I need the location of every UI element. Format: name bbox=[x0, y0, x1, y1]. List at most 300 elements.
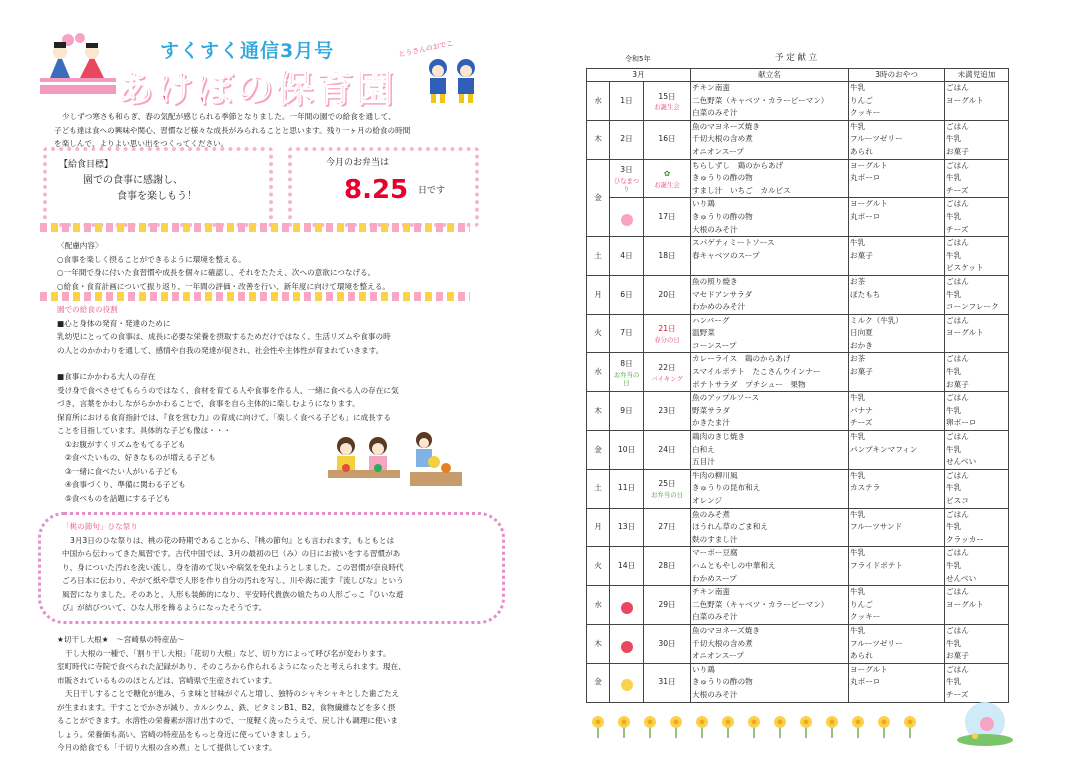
extra-item: ごはん bbox=[946, 83, 969, 92]
snack-cell bbox=[849, 353, 945, 392]
date-number: 22日 bbox=[658, 363, 676, 373]
date-cell bbox=[644, 314, 691, 353]
hina-paragraph: 風習になりました。そのあと、人形も装飾的になり、平安時代貴族の娘たちの人形ごっこ『ひいな遊 bbox=[62, 589, 404, 599]
dish-name: わかめスープ bbox=[692, 573, 737, 583]
kiriboshi-section bbox=[57, 633, 406, 755]
snack-item: りんご bbox=[850, 599, 873, 609]
snack-cell bbox=[849, 469, 945, 508]
dish-cell bbox=[691, 508, 849, 547]
dish-name: 大根のみそ汁 bbox=[692, 224, 738, 234]
day-note: お弁当の日 bbox=[613, 370, 640, 387]
dandelion-icon bbox=[800, 716, 812, 738]
dish-name: 五目汁 bbox=[692, 457, 715, 467]
dandelion-icon bbox=[644, 716, 656, 738]
role-paragraph: づき、言葉をかわしながらかかわることで、食事を自ら主体的に楽しむようになります。 bbox=[57, 399, 360, 408]
date-number: 20日 bbox=[658, 289, 676, 299]
dish-name: オニオンスープ bbox=[692, 146, 744, 156]
menu-row bbox=[587, 159, 1009, 198]
extra-item: お菓子 bbox=[946, 379, 969, 389]
kiriboshi-paragraph: 今月の給食でも「千切り大根の含め煮」として提供しています。 bbox=[57, 743, 277, 752]
era-label: 令和5年 bbox=[625, 55, 651, 63]
menu-row bbox=[587, 469, 1009, 508]
role-heading: 園での給食の役割 bbox=[57, 305, 118, 314]
hina-paragraph: 3月3日のひな祭りは、桃の花の時期であることから、『桃の節句』とも言われます。もともとは bbox=[70, 535, 395, 545]
hina-paragraph: ごろ日本に伝わり、やがて紙や草で人形を作り自分の汚れを写し、川や海に流す『流しびな』という bbox=[62, 576, 404, 585]
role-paragraph: の人とのかかわりを通して、感情や自我の発達が促され、社会性や主体性が育まれていきます。 bbox=[57, 345, 384, 355]
extra-item: 牛乳 bbox=[946, 173, 962, 183]
date-cell bbox=[644, 586, 691, 625]
dish-cell bbox=[691, 275, 849, 314]
weekday-cell: 水 bbox=[587, 82, 610, 121]
extra-item: ビスコ bbox=[946, 496, 969, 505]
dandelion-icon bbox=[748, 716, 760, 738]
role-subheading: ■食事にかかわる大人の存在 bbox=[57, 372, 156, 381]
dish-name: いり鶏 bbox=[692, 664, 715, 674]
snack-cell bbox=[849, 314, 945, 353]
decorative-divider bbox=[40, 223, 470, 232]
dish-cell bbox=[691, 237, 849, 276]
extra-cell bbox=[945, 237, 1009, 276]
dandelion-icon bbox=[852, 716, 864, 738]
children-eating-illustration bbox=[326, 428, 466, 500]
snack-item: ヨーグルト bbox=[850, 160, 888, 170]
menu-table bbox=[586, 68, 1009, 703]
date-cell bbox=[644, 82, 691, 121]
extra-item: ヨーグルト bbox=[946, 599, 984, 609]
extra-cell bbox=[945, 159, 1009, 198]
school-name: あけぼの保育園 bbox=[116, 67, 396, 110]
weekday-cell: 土 bbox=[587, 469, 610, 508]
extra-item: 牛乳 bbox=[946, 444, 962, 454]
extra-item: チーズ bbox=[946, 224, 969, 234]
date-cell: ✿ お誕生会 bbox=[644, 159, 691, 198]
extra-item: 牛乳 bbox=[946, 289, 962, 299]
dish-cell bbox=[691, 547, 849, 586]
kiriboshi-paragraph: 干し大根の一種で、「割り干し大根」「花切り大根」など、切り方によって呼び名が変わります。 bbox=[65, 648, 391, 658]
snack-item: チーズ bbox=[850, 418, 873, 428]
dish-cell bbox=[691, 624, 849, 663]
snack-cell bbox=[849, 275, 945, 314]
extra-item: 牛乳 bbox=[946, 638, 962, 648]
menu-row bbox=[587, 314, 1009, 353]
extra-item: ごはん bbox=[946, 315, 969, 325]
flower-icon bbox=[621, 641, 633, 653]
snack-item: 牛乳 bbox=[850, 393, 866, 403]
consideration-heading: 〈配慮内容〉 bbox=[57, 241, 103, 250]
intro-line: 子ども達は食への興味や関心、習慣など様々な成長がみられることと思います。残り一ヶ月の給食の時間 bbox=[54, 125, 411, 135]
dish-name: 鶏肉のきじ焼き bbox=[692, 432, 746, 442]
weekday-cell: 月 bbox=[587, 275, 610, 314]
snack-item: 日向夏 bbox=[850, 328, 873, 338]
snack-item: 牛乳 bbox=[850, 587, 866, 597]
dish-name: チキン南蛮 bbox=[692, 587, 730, 597]
hina-paragraph: び』が結びついて、ひな人形を飾るようになったそうです。 bbox=[62, 603, 267, 612]
extra-item: チーズ bbox=[946, 185, 969, 195]
snack-item: ミルク（牛乳） bbox=[850, 315, 904, 325]
extra-cell bbox=[945, 431, 1009, 470]
snack-cell bbox=[849, 663, 945, 702]
menu-row bbox=[587, 198, 1009, 237]
snack-item: りんご bbox=[850, 95, 873, 105]
dish-name: 温野菜 bbox=[692, 328, 715, 338]
kiriboshi-paragraph: が生まれます。干すことでかさが減り、カルシウム、鉄、ビタミンB1、B2、食物繊維などを多く摂 bbox=[57, 702, 396, 712]
snack-item: おかき bbox=[850, 340, 873, 350]
day-cell bbox=[610, 353, 644, 392]
dish-cell bbox=[691, 314, 849, 353]
hina-matsuri-section bbox=[62, 520, 404, 615]
role-paragraph: ことを目指しています。具体的な子ども像は・・・ bbox=[57, 426, 232, 435]
arch-caption: とうさんのおでこ bbox=[397, 39, 455, 59]
date-note: バイキング bbox=[651, 374, 683, 383]
hina-paragraph: 中国から伝わってきた風習です。古代中国では、3月の最初の巳（み）の日にお祓いをする習慣があ bbox=[62, 549, 401, 558]
extra-item: 牛乳 bbox=[946, 677, 962, 687]
bento-label: 今月のお弁当は bbox=[326, 158, 390, 168]
snack-item: 牛乳 bbox=[850, 432, 866, 442]
child-image-item: ②食べたいもの、好きなものが増える子ども bbox=[65, 453, 216, 462]
dish-name: きゅうりの酢の物 bbox=[692, 211, 753, 221]
date-note: 春分の日 bbox=[654, 335, 680, 344]
extra-item: 牛乳 bbox=[946, 250, 962, 260]
extra-item: コーンフレーク bbox=[946, 302, 999, 312]
menu-row bbox=[587, 82, 1009, 121]
dish-name: スマイルポテト たこさんウインナー bbox=[692, 367, 821, 377]
dish-name: 二色野菜（キャベツ・カラーピーマン） bbox=[692, 95, 829, 105]
dish-name: 魚のアップルソース bbox=[692, 393, 760, 403]
bento-suffix: 日です bbox=[418, 186, 446, 196]
dish-cell bbox=[691, 431, 849, 470]
day-cell: 4日 bbox=[610, 237, 644, 276]
extra-item: ごはん bbox=[946, 548, 969, 558]
intro-line: を楽しんで、よりよい思い出をつくってください。 bbox=[54, 139, 229, 148]
day-note: ひなまつり bbox=[613, 176, 640, 193]
extra-header: 未満児追加 bbox=[945, 69, 1009, 82]
extra-cell bbox=[945, 508, 1009, 547]
date-cell bbox=[644, 198, 691, 237]
extra-cell bbox=[945, 624, 1009, 663]
date-number: 30日 bbox=[658, 638, 676, 648]
dish-name: オニオンスープ bbox=[692, 651, 744, 661]
child-image-item: ③一緒に食べたい人がいる子ども bbox=[65, 466, 179, 476]
dandelion-icon bbox=[826, 716, 838, 738]
dish-name: 二色野菜（キャベツ・カラーピーマン） bbox=[692, 599, 829, 609]
extra-item: ごはん bbox=[946, 432, 969, 442]
intro-line: 少しずつ寒さも和らぎ、春の気配が感じられる季節となりました。一年間の園での給食を通して、 bbox=[62, 112, 396, 121]
dandelion-icon bbox=[904, 716, 916, 738]
snack-cell bbox=[849, 120, 945, 159]
extra-cell bbox=[945, 82, 1009, 121]
dish-name: チキン南蛮 bbox=[692, 83, 730, 92]
extra-item: ごはん bbox=[946, 354, 969, 364]
month-header: 3月 bbox=[587, 69, 691, 82]
consideration-item: ○食事を楽しく摂ることができるように環境を整える。 bbox=[57, 254, 246, 264]
extra-cell bbox=[945, 663, 1009, 702]
date-cell bbox=[644, 275, 691, 314]
dish-name: すまし汁 いちご カルピス bbox=[692, 185, 791, 195]
dish-name: 千切大根の含め煮 bbox=[692, 134, 753, 144]
decorative-divider bbox=[40, 292, 470, 301]
snack-item: お茶 bbox=[850, 354, 866, 364]
extra-item: ごはん bbox=[946, 199, 969, 209]
menu-title: 予 定 献 立 bbox=[775, 53, 818, 63]
date-number: 24日 bbox=[658, 444, 676, 454]
snack-item: カステラ bbox=[850, 483, 881, 493]
weekday-cell: 金 bbox=[587, 663, 610, 702]
extra-item: お菓子 bbox=[946, 146, 969, 156]
dish-name: マセドアンサラダ bbox=[692, 289, 753, 299]
dish-name: きゅうりの酢の物 bbox=[692, 173, 753, 183]
menu-header-row bbox=[587, 69, 1009, 82]
snack-item: フルーツサンド bbox=[850, 522, 903, 532]
snack-cell bbox=[849, 431, 945, 470]
dish-name: 白菜のみそ汁 bbox=[692, 108, 738, 118]
dish-name: オレンジ bbox=[692, 496, 723, 505]
extra-item: ごはん bbox=[946, 276, 969, 286]
dish-cell bbox=[691, 586, 849, 625]
weekday-cell: 火 bbox=[587, 314, 610, 353]
snack-item: あられ bbox=[850, 651, 873, 661]
day-illustration-cell bbox=[610, 586, 644, 625]
weekday-cell: 水 bbox=[587, 353, 610, 392]
dish-cell bbox=[691, 353, 849, 392]
snack-item: パンプキンマフィン bbox=[850, 444, 918, 454]
dish-name: いり鶏 bbox=[692, 199, 715, 209]
date-note: お誕生会 bbox=[654, 180, 680, 189]
date-cell bbox=[644, 663, 691, 702]
intro-text bbox=[54, 110, 411, 151]
snack-item: 牛乳 bbox=[850, 625, 866, 635]
snack-cell bbox=[849, 237, 945, 276]
goal-label: 【給食目標】 bbox=[59, 160, 114, 170]
date-cell bbox=[644, 469, 691, 508]
date-cell bbox=[644, 547, 691, 586]
extra-cell bbox=[945, 353, 1009, 392]
dish-name: 白和え bbox=[692, 444, 715, 454]
weekday-cell: 木 bbox=[587, 120, 610, 159]
extra-cell bbox=[945, 469, 1009, 508]
extra-item: ごはん bbox=[946, 625, 969, 635]
weekday-cell: 金 bbox=[587, 159, 610, 237]
dish-cell bbox=[691, 469, 849, 508]
dandelion-icon bbox=[696, 716, 708, 738]
flower-icon bbox=[621, 602, 633, 614]
role-paragraph: 保育所における食育指針では、『食を営む力』の育成に向けて、「楽しく食べる子ども」に成長する bbox=[57, 412, 391, 422]
extra-item: 牛乳 bbox=[946, 211, 962, 221]
snack-item: フルーツゼリー bbox=[850, 134, 903, 144]
weekday-cell: 木 bbox=[587, 392, 610, 431]
extra-item: ビスケット bbox=[946, 263, 984, 273]
day-cell: 6日 bbox=[610, 275, 644, 314]
day-illustration-cell bbox=[610, 624, 644, 663]
role-subheading: ■心と身体の発育・発達のために bbox=[57, 318, 171, 328]
spring-scene-illustration bbox=[955, 700, 1015, 746]
dandelion-icon bbox=[618, 716, 630, 738]
dish-name: 牛肉の柳川風 bbox=[692, 470, 738, 480]
role-paragraph: 受け身で食べさせてもらうのではなく、食材を育てる人や食事を作る人、一緒に食べる人の存在に気 bbox=[57, 385, 399, 395]
dish-name: スパゲティミートソース bbox=[692, 238, 775, 248]
dandelion-border bbox=[588, 712, 928, 740]
extra-cell bbox=[945, 198, 1009, 237]
snack-item: ヨーグルト bbox=[850, 664, 888, 674]
dish-header: 献立名 bbox=[691, 69, 849, 82]
kiriboshi-paragraph: 室町時代に寺院で食べられた記録があり、そのころから作られるようになったと考えられます。現在、 bbox=[57, 662, 406, 671]
extra-item: ごはん bbox=[946, 509, 969, 519]
snack-cell bbox=[849, 508, 945, 547]
extra-item: 牛乳 bbox=[946, 483, 962, 493]
dish-name: ちらしずし 鶏のからあげ bbox=[692, 160, 784, 170]
day-cell: 11日 bbox=[610, 469, 644, 508]
child-image-item: ①お腹がすくリズムをもてる子ども bbox=[65, 439, 186, 449]
flower-icon bbox=[621, 214, 633, 226]
day-cell: 14日 bbox=[610, 547, 644, 586]
extra-item: ごはん bbox=[946, 121, 969, 131]
dandelion-icon bbox=[878, 716, 890, 738]
dandelion-icon bbox=[774, 716, 786, 738]
dish-cell bbox=[691, 120, 849, 159]
snack-item: 丸ボーロ bbox=[850, 173, 881, 183]
extra-cell bbox=[945, 547, 1009, 586]
snack-item: 牛乳 bbox=[850, 470, 866, 480]
extra-item: ごはん bbox=[946, 470, 969, 480]
dish-name: ポテトサラダ プチシュー 果物 bbox=[692, 379, 806, 389]
extra-item: 牛乳 bbox=[946, 367, 962, 377]
kiriboshi-paragraph: 市販されているもののほとんどは、宮崎県で生産されています。 bbox=[57, 675, 277, 685]
day-illustration-cell bbox=[610, 198, 644, 237]
dish-name: マーボー豆腐 bbox=[692, 548, 738, 558]
weekday-cell: 土 bbox=[587, 237, 610, 276]
extra-item: ヨーグルト bbox=[946, 328, 984, 338]
extra-item: 牛乳 bbox=[946, 405, 962, 415]
dish-cell bbox=[691, 159, 849, 198]
child-image-item: ⑤食べものを話題にする子ども bbox=[65, 493, 171, 503]
kiriboshi-paragraph: ることができます。水溶性の栄養素が溶け出すので、一度軽く洗ったうえで、戻し汁も調理に使いま bbox=[57, 716, 398, 725]
day-number: 8日 bbox=[620, 359, 633, 369]
dish-name: カレーライス 鶏のからあげ bbox=[692, 354, 791, 364]
extra-item: クラッカー bbox=[946, 534, 984, 544]
date-note: お弁当の日 bbox=[651, 491, 683, 499]
kiriboshi-paragraph: 天日干しすることで糖化が進み、うま味と甘味がぐんと増し、独特のシャキシャキとした歯ごたえ bbox=[65, 689, 400, 698]
snack-header: 3時のおやつ bbox=[849, 69, 945, 82]
extra-cell bbox=[945, 314, 1009, 353]
consideration-item: ○一年間で身に付いた食習慣や成長を個々に確認し、それをたたえ、次への意欲につなげる。 bbox=[57, 268, 376, 277]
extra-item: 牛乳 bbox=[946, 560, 962, 570]
snack-item: 牛乳 bbox=[850, 548, 866, 558]
snack-item: 牛乳 bbox=[850, 238, 866, 248]
date-number: 27日 bbox=[658, 522, 676, 532]
dish-name: 魚のみそ煮 bbox=[692, 509, 730, 519]
snack-item: 丸ボーロ bbox=[850, 211, 881, 221]
child-image-item: ④食事づくり、準備に関わる子ども bbox=[65, 480, 186, 489]
extra-item: チーズ bbox=[946, 689, 969, 699]
menu-row bbox=[587, 120, 1009, 159]
date-number: 23日 bbox=[658, 405, 676, 415]
weekday-cell: 木 bbox=[587, 624, 610, 663]
bento-date: 8.25 bbox=[344, 175, 409, 205]
date-number: 28日 bbox=[658, 560, 676, 570]
children-illustration bbox=[420, 56, 486, 104]
extra-item: 牛乳 bbox=[946, 134, 962, 144]
menu-row bbox=[587, 624, 1009, 663]
weekday-cell: 水 bbox=[587, 586, 610, 625]
date-number: 17日 bbox=[658, 211, 676, 221]
snack-item: フルーツゼリー bbox=[850, 638, 903, 648]
extra-item: 牛乳 bbox=[946, 522, 962, 532]
dish-name: かきたま汁 bbox=[692, 418, 730, 428]
dish-name: ハムともやしの中華和え bbox=[692, 560, 776, 570]
kiriboshi-paragraph: しょう。栄養価も高い、宮崎の特産品をもっと身近に使っていきましょう。 bbox=[57, 729, 316, 739]
date-cell bbox=[644, 624, 691, 663]
menu-row bbox=[587, 586, 1009, 625]
date-note: お誕生会 bbox=[654, 103, 680, 112]
meal-goal-box bbox=[43, 147, 273, 227]
snack-item: バナナ bbox=[850, 405, 873, 415]
date-number: 15日 bbox=[658, 91, 676, 101]
dish-name: 春キャベツのスープ bbox=[692, 250, 760, 260]
extra-item: 卵ボーロ bbox=[946, 418, 977, 428]
extra-item: ごはん bbox=[946, 238, 969, 248]
extra-item: ごはん bbox=[946, 587, 969, 597]
date-cell bbox=[644, 508, 691, 547]
menu-row bbox=[587, 508, 1009, 547]
dish-name: ほうれん草のごま和え bbox=[692, 522, 768, 532]
dish-name: 野菜サラダ bbox=[692, 405, 730, 415]
kiriboshi-heading: ★切干し大根★ ～宮崎県の特産品～ bbox=[57, 635, 185, 644]
extra-item: ごはん bbox=[946, 393, 969, 403]
date-number: 21日 bbox=[658, 324, 676, 334]
menu-row bbox=[587, 275, 1009, 314]
dish-cell bbox=[691, 198, 849, 237]
menu-row bbox=[587, 353, 1009, 392]
snack-cell bbox=[849, 198, 945, 237]
snack-item: ぽたもち bbox=[850, 289, 881, 299]
snack-item: クッキー bbox=[850, 108, 881, 118]
dish-name: ハンバーグ bbox=[692, 315, 730, 325]
day-cell: 9日 bbox=[610, 392, 644, 431]
dish-name: 麩のすまし汁 bbox=[692, 534, 738, 544]
menu-row bbox=[587, 663, 1009, 702]
consideration-item: ○給食・食育計画について振り返り、一年間の評価・改善を行い、新年度に向けて環境を整える。 bbox=[57, 281, 390, 291]
dish-cell bbox=[691, 392, 849, 431]
goal-line1: 園での食事に感謝し、 bbox=[83, 175, 183, 186]
day-cell bbox=[610, 159, 644, 198]
snack-cell bbox=[849, 82, 945, 121]
extra-item: ごはん bbox=[946, 664, 969, 674]
date-cell bbox=[644, 431, 691, 470]
extra-cell bbox=[945, 120, 1009, 159]
date-cell bbox=[644, 237, 691, 276]
dish-name: 魚の照り焼き bbox=[692, 276, 738, 286]
menu-row bbox=[587, 237, 1009, 276]
snack-cell bbox=[849, 586, 945, 625]
snack-cell bbox=[849, 624, 945, 663]
snack-item: 牛乳 bbox=[850, 83, 866, 92]
flower-icon bbox=[621, 679, 633, 691]
dish-cell bbox=[691, 82, 849, 121]
extra-item: ヨーグルト bbox=[946, 95, 984, 105]
extra-cell bbox=[945, 275, 1009, 314]
snack-item: クッキー bbox=[850, 612, 881, 622]
extra-cell bbox=[945, 392, 1009, 431]
snack-cell bbox=[849, 547, 945, 586]
dish-name: 魚のマヨネーズ焼き bbox=[692, 625, 760, 635]
date-number: 29日 bbox=[658, 599, 676, 609]
hina-dolls-illustration bbox=[38, 32, 118, 96]
snack-item: 牛乳 bbox=[850, 121, 866, 131]
dish-name: 大根のみそ汁 bbox=[692, 689, 738, 699]
dish-name: 白菜のみそ汁 bbox=[692, 612, 738, 622]
hina-heading: 「桃の節句」ひな祭り bbox=[62, 522, 138, 531]
snack-cell bbox=[849, 392, 945, 431]
dish-cell bbox=[691, 663, 849, 702]
